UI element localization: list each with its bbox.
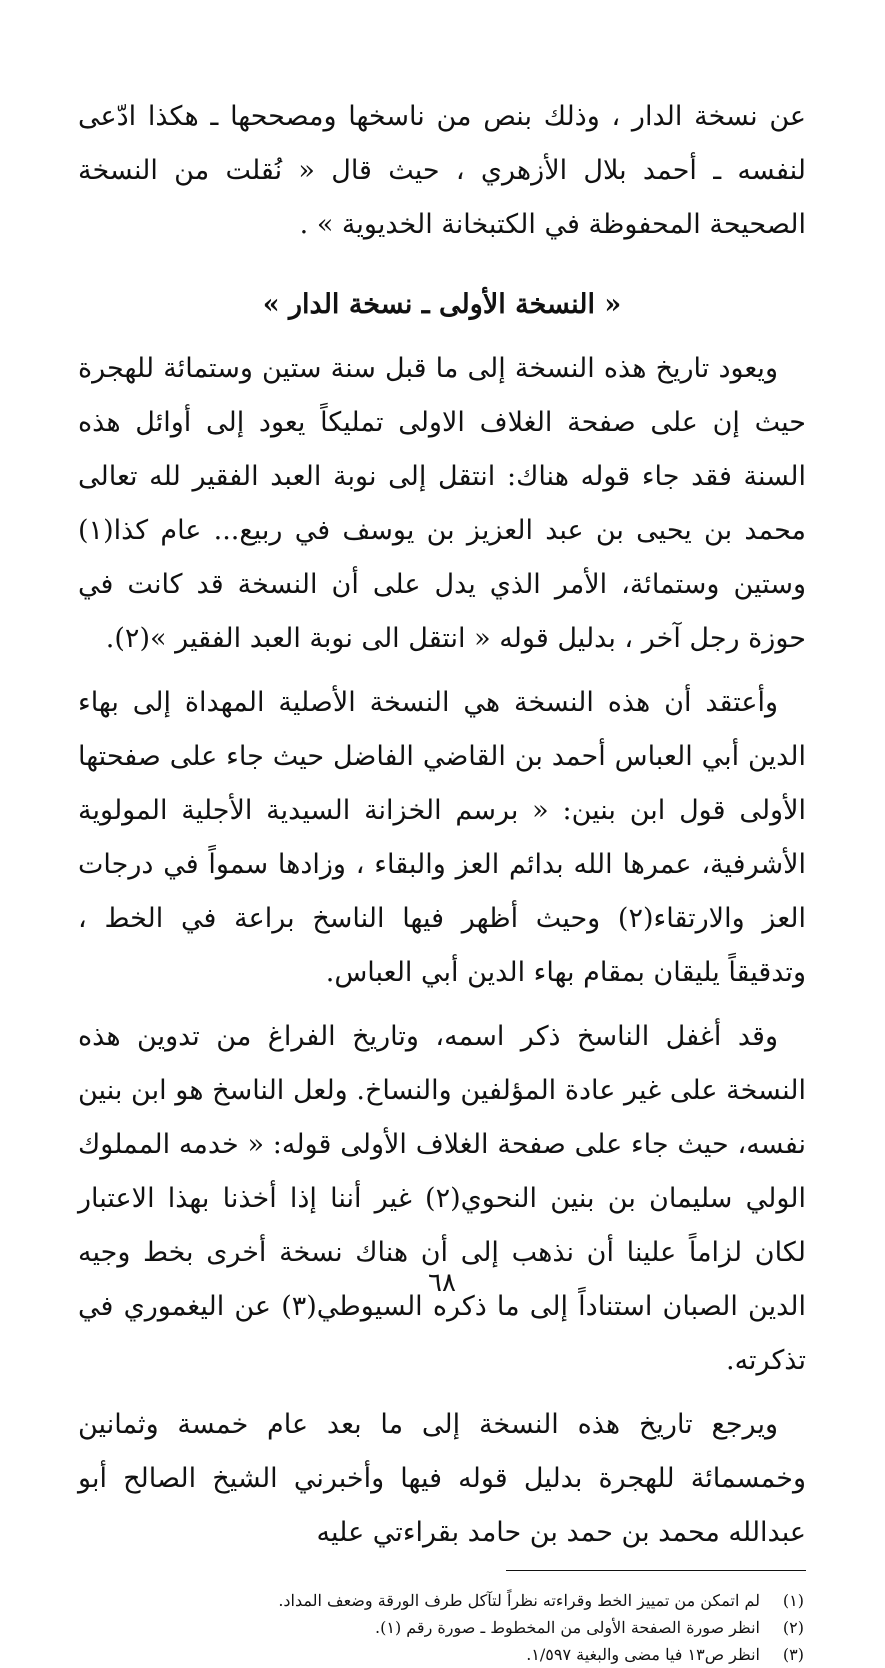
body-paragraph-3: وأعتقد أن هذه النسخة هي النسخة الأصلية المهداة إلى بهاء الدين أبي العباس أحمد بن القاضي الفاضل حيث جاء على صفحتها الأولى قول ابن بنين: « برسم الخزانة السيدية الأجلية المولوية الأشرفية، عمرها الله بدائم العز والبقاء ، وزادها سمواً في درجات العز والارتقاء(٢) وحيث أظهر فيها الناسخ براعة في الخط ، وتدقيقاً يليقان بمقام بهاء الدين أبي العباس. <box>78 687 806 988</box>
footnote-text: لم اتمكن من تمييز الخط وقراءته نظراً لتآكل طرف الورقة وضعف المداد. <box>278 1591 760 1610</box>
footnote-text: انظر ص١٣ فيا مضى والبغية ١/٥٩٧. <box>526 1645 760 1664</box>
body-paragraph-1: عن نسخة الدار ، وذلك بنص من ناسخها ومصححها ـ هكذا ادّعى لنفسه ـ أحمد بلال الأزهري ، حيث قال « نُقلت من النسخة الصحيحة المحفوظة في الكتبخانة الخديوية » . <box>78 101 806 240</box>
book-page <box>78 78 806 1664</box>
footnote-divider <box>506 1570 806 1571</box>
page-number: ٦٨ <box>428 1268 456 1298</box>
footnotes-list <box>78 1587 806 1668</box>
footnote-item <box>78 1614 804 1641</box>
body-paragraph-5: ويرجع تاريخ هذه النسخة إلى ما بعد عام خمسة وثمانين وخمسمائة للهجرة بدليل قوله فيها وأخبرني الشيخ الصالح أبو عبدالله محمد بن حمد بن حامد بقراءتي عليه <box>78 1409 806 1548</box>
footnote-number: (٣) <box>782 1645 804 1664</box>
body-paragraph-4: وقد أغفل الناسخ ذكر اسمه، وتاريخ الفراغ من تدوين هذه النسخة على غير عادة المؤلفين والنساخ. ولعل الناسخ هو ابن بنين نفسه، حيث جاء على صفحة الغلاف الأولى قوله: « خدمه المملوك الولي سليمان بن بنين النحوي(٢) غير أننا إذا أخذنا بهذا الاعتبار لكان لزاماً علينا أن نذهب إلى أن هناك نسخة أخرى بخط وجيه الدين الصبان استناداً إلى ما ذكره السيوطي(٣) عن اليغموري في تذكرته. <box>78 1021 806 1376</box>
body-paragraph-2: ويعود تاريخ هذه النسخة إلى ما قبل سنة ستين وستمائة للهجرة حيث إن على صفحة الغلاف الاولى تمليكاً يعود إلى أوائل هذه السنة فقد جاء قوله هناك: انتقل إلى نوبة العبد الفقير لله تعالى محمد بن يحيى بن عبد العزيز بن يوسف في ربيع... عام كذا(١) وستين وستمائة، الأمر الذي يدل على أن النسخة قد كانت في حوزة رجل آخر ، بدليل قوله « انتقل الى نوبة العبد الفقير »(٢). <box>78 353 806 654</box>
footnote-text: انظر صورة الصفحة الأولى من المخطوط ـ صورة رقم (١). <box>375 1618 760 1637</box>
footnote-number: (١) <box>782 1591 804 1610</box>
footnote-number: (٢) <box>782 1618 804 1637</box>
footnote-item <box>78 1641 804 1668</box>
section-heading: « النسخة الأولى ـ نسخة الدار » <box>262 289 622 320</box>
footnote-item <box>78 1587 804 1614</box>
